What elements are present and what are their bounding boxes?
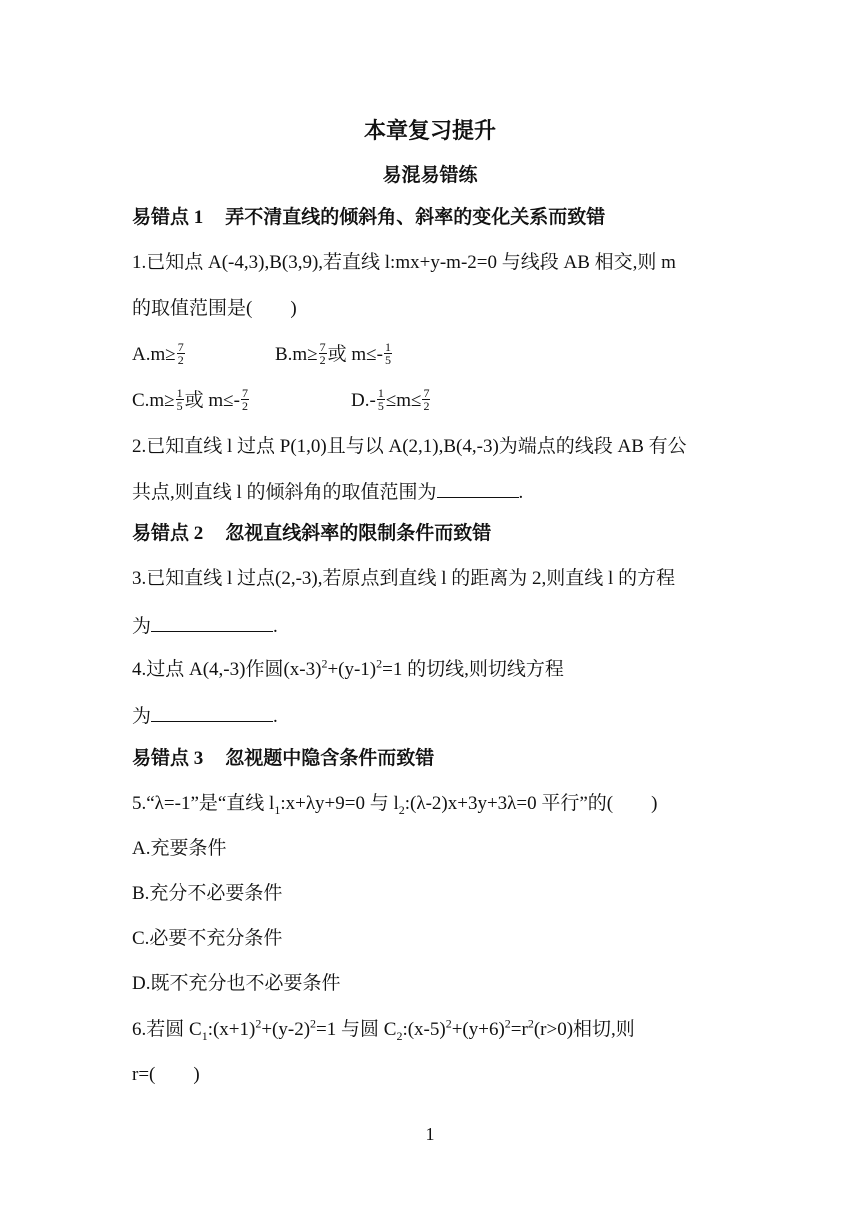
question-5-option-c: C.必要不充分条件 [132, 928, 283, 949]
fraction-7-2: $\frac{7}{2}$ [177, 340, 184, 368]
fraction-1-5: $\frac{1}{5}$ [384, 340, 391, 368]
question-1-option-d: D.- $\frac{1}{5}$ ≤m≤ $\frac{7}{2}$ [351, 386, 430, 414]
question-1-line-1: 1.已知点 A(-4,3),B(3,9),若直线 l:mx+y-m-2=0 与线段 AB 相交,则 m [132, 252, 676, 273]
section-subtitle: 易混易错练 [382, 165, 478, 186]
error-point-3-heading [132, 747, 434, 771]
error-point-label: 易错点 3 [132, 748, 204, 769]
error-point-text: 弄不清直线的倾斜角、斜率的变化关系而致错 [225, 207, 606, 228]
question-6-line-2: r=( ) [132, 1064, 200, 1085]
fraction-1-5: $\frac{1}{5}$ [377, 386, 384, 414]
question-2-line-1: 2.已知直线 l 过点 P(1,0)且与以 A(2,1),B(4,-3)为端点的线段 AB 有公 [132, 436, 687, 457]
question-5-option-b: B.充分不必要条件 [132, 883, 283, 904]
error-point-1-heading [132, 206, 605, 230]
question-5-option-d: D.既不充分也不必要条件 [132, 973, 341, 994]
question-4-line-1: 4.过点 A(4,-3)作圆$(x-3)^2+(y-1)^2=1$ 的切线,则切线方程 [132, 656, 564, 680]
page-title: 本章复习提升 [363, 118, 496, 143]
answer-blank[interactable] [151, 703, 273, 722]
question-4-line-2: 为 . [132, 703, 278, 729]
question-1-line-2: 的取值范围是( ) [132, 298, 297, 319]
question-1-option-a: A.m≥ $\frac{7}{2}$ [132, 340, 184, 368]
error-point-label: 易错点 1 [132, 207, 204, 228]
question-1-option-c: C.m≥ $\frac{1}{5}$ 或 m≤- $\frac{7}{2}$ [132, 386, 248, 414]
question-5-stem: 5.“λ=-1”是“直线 $l_1:x+\lambda y+9=0$ 与 $l_2:(\lambda-2)x+3y+3\lambda=0$ 平行”的( ) [132, 793, 658, 817]
error-point-2-heading [132, 522, 491, 546]
error-point-text: 忽视题中隐含条件而致错 [225, 748, 435, 769]
error-point-text: 忽视直线斜率的限制条件而致错 [225, 523, 492, 544]
answer-blank[interactable] [437, 479, 519, 498]
page-number: 1 [425, 1124, 435, 1144]
error-point-label: 易错点 2 [132, 523, 204, 544]
fraction-7-2: $\frac{7}{2}$ [423, 386, 430, 414]
question-5-option-a: A.充要条件 [132, 838, 227, 859]
fraction-7-2: $\frac{7}{2}$ [319, 340, 326, 368]
question-3-line-2: 为 . [132, 613, 278, 639]
question-3-line-1: 3.已知直线 l 过点(2,-3),若原点到直线 l 的距离为 2,则直线 l 的方程 [132, 568, 676, 589]
question-6-line-1: 6.若圆 $C_1:(x+1)^2+(y-2)^2=1$ 与圆 $C_2:(x-5)^2+(y+6)^2=r^2(r>0)$相切,则 [132, 1016, 635, 1043]
question-2-line-2: 共点,则直线 l 的倾斜角的取值范围为 . [132, 479, 523, 505]
question-1-option-b: B.m≥ $\frac{7}{2}$ 或 m≤- $\frac{1}{5}$ [275, 340, 391, 368]
fraction-1-5: $\frac{1}{5}$ [176, 386, 183, 414]
fraction-7-2: $\frac{7}{2}$ [241, 386, 248, 414]
answer-blank[interactable] [151, 613, 273, 632]
